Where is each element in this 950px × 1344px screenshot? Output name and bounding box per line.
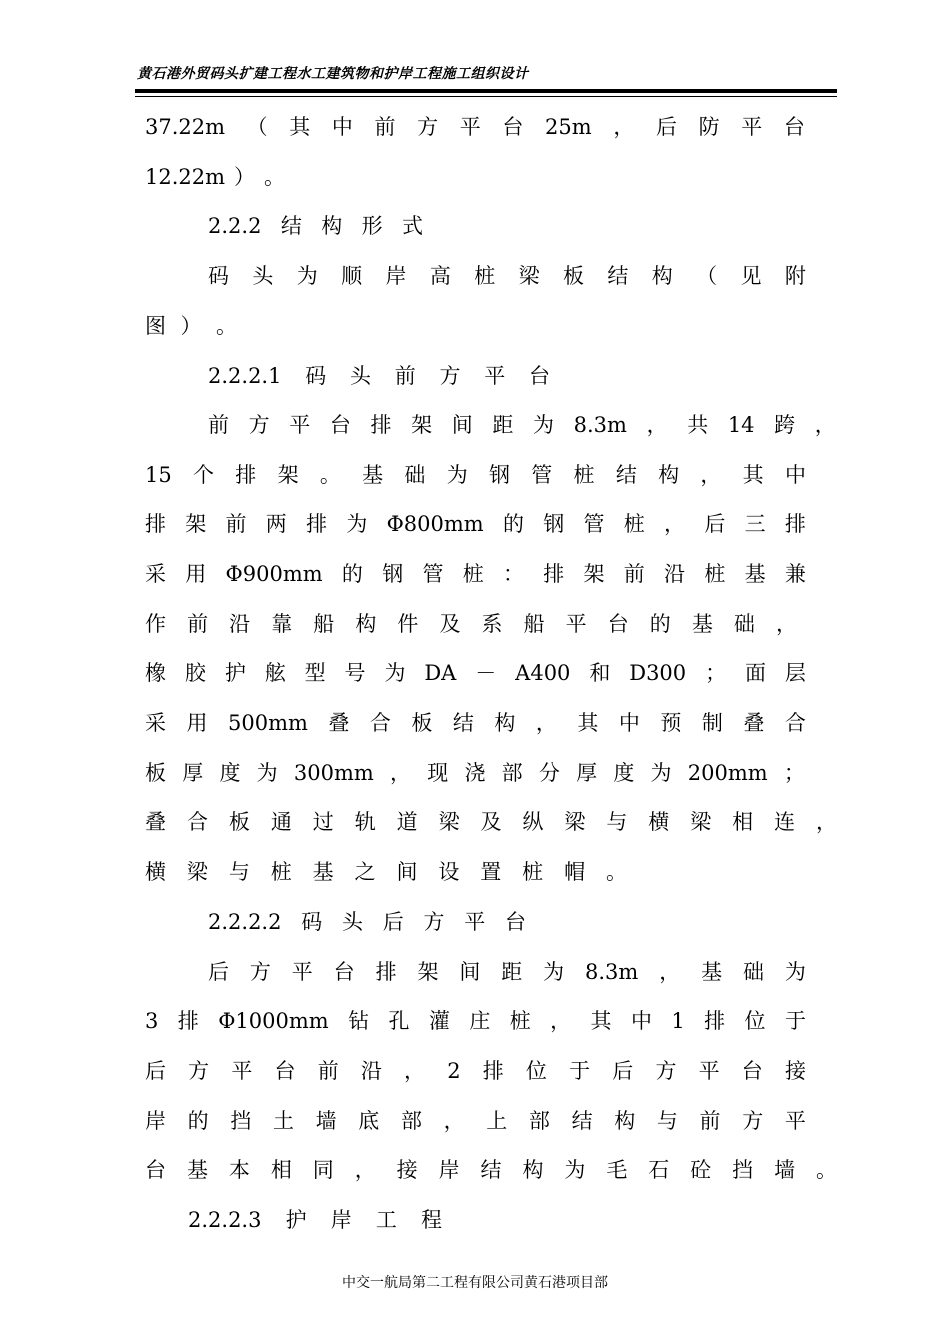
text-line: 排 架 前 两 排 为 Φ800mm 的 钢 管 桩 ， 后 三 排 [145,512,806,536]
text-line: 2.2.2.1 码 头 前 方 平 台 [208,364,550,388]
text-line: 2.2.2.3 护 岸 工 程 [188,1208,442,1232]
text-line: 橡 胶 护 舷 型 号 为 DA － A400 和 D300 ； 面 层 [145,661,806,685]
text-line: 37.22m （ 其 中 前 方 平 台 25m ， 后 防 平 台 [145,115,805,139]
text-line: 后 方 平 台 前 沿 ， 2 排 位 于 后 方 平 台 接 [145,1059,806,1083]
document-title: 黄石港外贸码头扩建工程水工建筑物和护岸工程施工组织设计 [137,66,529,82]
text-line: 前 方 平 台 排 架 间 距 为 8.3m ， 共 14 跨 ， [208,413,836,437]
text-line: 作 前 沿 靠 船 构 件 及 系 船 平 台 的 基 础 ， [145,612,797,636]
text-line: 2.2.2.2 码 头 后 方 平 台 [208,910,526,934]
text-line: 2.2.2 结 构 形 式 [208,214,423,238]
text-line: 码 头 为 顺 岸 高 桩 梁 板 结 构 （ 见 附 [208,264,806,288]
header-rule-thin [135,96,837,97]
text-line: 岸 的 挡 土 墙 底 部 ， 上 部 结 构 与 前 方 平 [145,1109,806,1133]
text-line: 采 用 500mm 叠 合 板 结 构 ， 其 中 预 制 叠 合 [145,711,806,735]
page-footer: 中交一航局第二工程有限公司黄石港项目部 [342,1275,608,1291]
text-line: 15 个 排 架 。 基 础 为 钢 管 桩 结 构 ， 其 中 [145,463,806,487]
text-line: 板 厚 度 为 300mm ， 现 浇 部 分 厚 度 为 200mm ； [145,761,805,785]
text-line: 12.22m ） 。 [145,165,285,189]
text-line: 3 排 Φ1000mm 钻 孔 灌 庄 桩 ， 其 中 1 排 位 于 [145,1009,806,1033]
text-line: 横 梁 与 桩 基 之 间 设 置 桩 帽 。 [145,860,627,884]
header-rule-thick [135,89,837,93]
text-line: 图 ） 。 [145,314,237,338]
text-line: 后 方 平 台 排 架 间 距 为 8.3m ， 基 础 为 [208,960,806,984]
text-line: 采 用 Φ900mm 的 钢 管 桩 ： 排 架 前 沿 桩 基 兼 [145,562,806,586]
text-line: 叠 合 板 通 过 轨 道 梁 及 纵 梁 与 横 梁 相 连 ， [145,810,837,834]
text-line: 台 基 本 相 同 ， 接 岸 结 构 为 毛 石 砼 挡 墙 。 [145,1158,837,1182]
